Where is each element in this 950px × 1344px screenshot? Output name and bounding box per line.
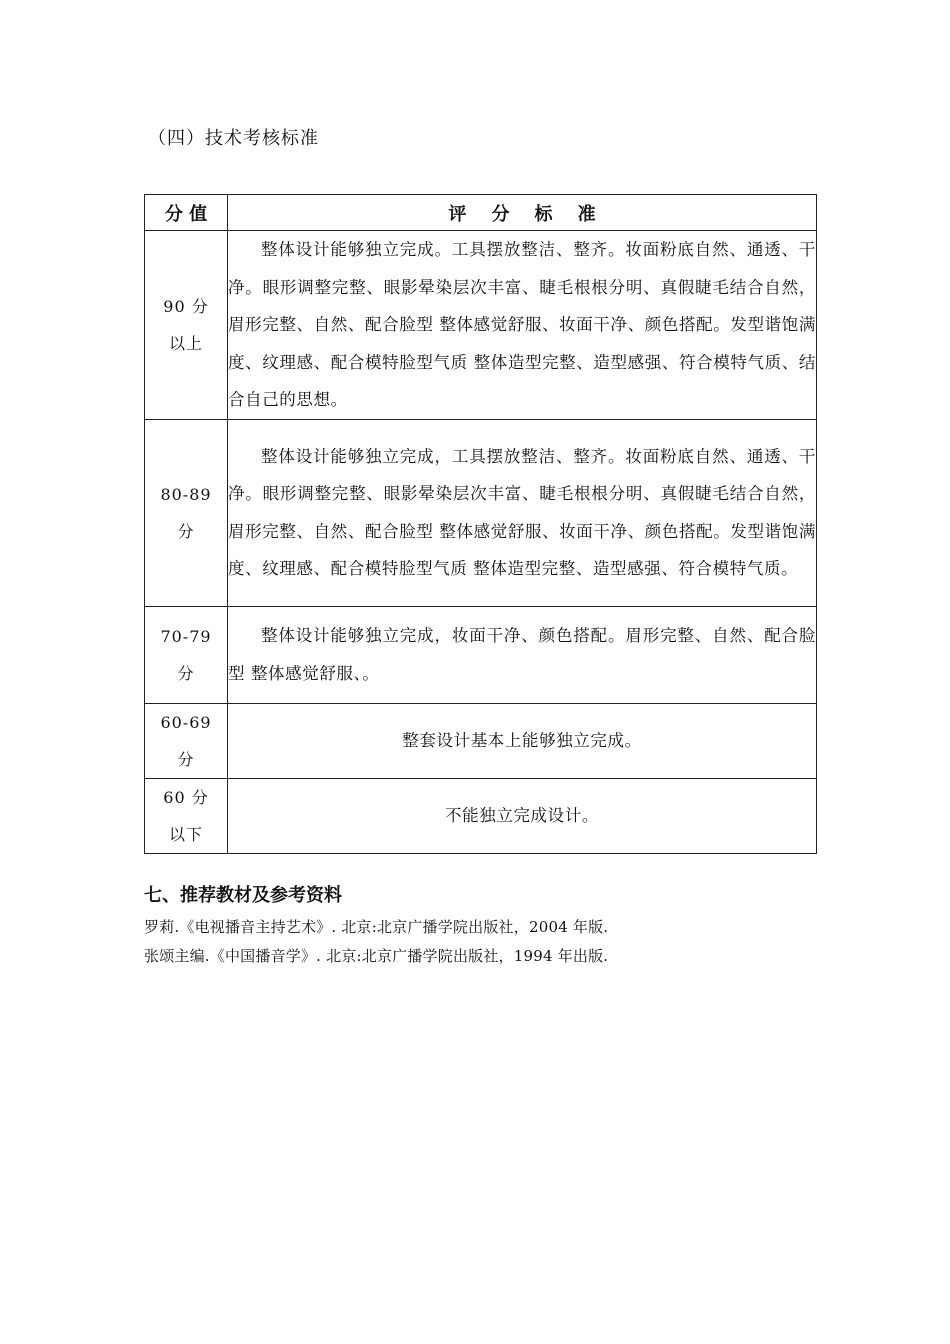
table-row bbox=[145, 778, 817, 853]
score-cell bbox=[145, 778, 228, 853]
score-label: 90 分 bbox=[163, 296, 209, 316]
table-row bbox=[145, 606, 817, 703]
table-row bbox=[145, 419, 817, 606]
section-heading: 七、推荐教材及参考资料 bbox=[144, 885, 342, 906]
score-cell bbox=[145, 231, 228, 420]
criteria-cell: 整体设计能够独立完成，工具摆放整洁、整齐。妆面粉底自然、通透、干净。眼形调整完整、眼影晕染层次丰富、睫毛根根分明、真假睫毛结合自然，眉形完整、自然、配合脸型 整体感觉舒服、妆面干净、颜色搭配。发型谐饱满度、纹理感、配合模特脸型气质 整体造型完整、造型感强、符合模特气质。 bbox=[228, 419, 817, 606]
subtitle: （四）技术考核标准 bbox=[148, 128, 319, 149]
reference-item: 张颂主编.《中国播音学》. 北京:北京广播学院出版社，1994 年出版. bbox=[144, 947, 609, 965]
score-label: 70-79 bbox=[160, 626, 212, 646]
criteria-cell: 整套设计基本上能够独立完成。 bbox=[228, 703, 817, 778]
score-label: 60-69 bbox=[160, 712, 212, 732]
header-criteria: 评 分 标 准 bbox=[228, 195, 817, 231]
score-cell bbox=[145, 703, 228, 778]
score-cell bbox=[145, 419, 228, 606]
score-label: 分 bbox=[177, 663, 195, 683]
table-row bbox=[145, 703, 817, 778]
score-label: 60 分 bbox=[163, 787, 209, 807]
table-row bbox=[145, 231, 817, 420]
criteria-cell: 不能独立完成设计。 bbox=[228, 778, 817, 853]
score-label: 以下 bbox=[168, 824, 203, 844]
table-header-row bbox=[145, 195, 817, 231]
header-score: 分 值 bbox=[145, 195, 228, 231]
score-label: 80-89 bbox=[160, 484, 212, 504]
reference-item: 罗莉.《电视播音主持艺术》. 北京:北京广播学院出版社，2004 年版. bbox=[144, 918, 609, 936]
score-label: 分 bbox=[177, 521, 195, 541]
score-label: 分 bbox=[177, 749, 195, 769]
score-label: 以上 bbox=[168, 333, 203, 353]
grading-table bbox=[144, 194, 817, 854]
score-cell bbox=[145, 606, 228, 703]
criteria-cell: 整体设计能够独立完成。工具摆放整洁、整齐。妆面粉底自然、通透、干净。眼形调整完整、眼影晕染层次丰富、睫毛根根分明、真假睫毛结合自然，眉形完整、自然、配合脸型 整体感觉舒服、妆面干净、颜色搭配。发型谐饱满度、纹理感、配合模特脸型气质 整体造型完整、造型感强、符合模特气质、结合自己的思想。 bbox=[228, 231, 817, 420]
criteria-cell: 整体设计能够独立完成，妆面干净、颜色搭配。眉形完整、自然、配合脸型 整体感觉舒服、。 bbox=[228, 606, 817, 703]
